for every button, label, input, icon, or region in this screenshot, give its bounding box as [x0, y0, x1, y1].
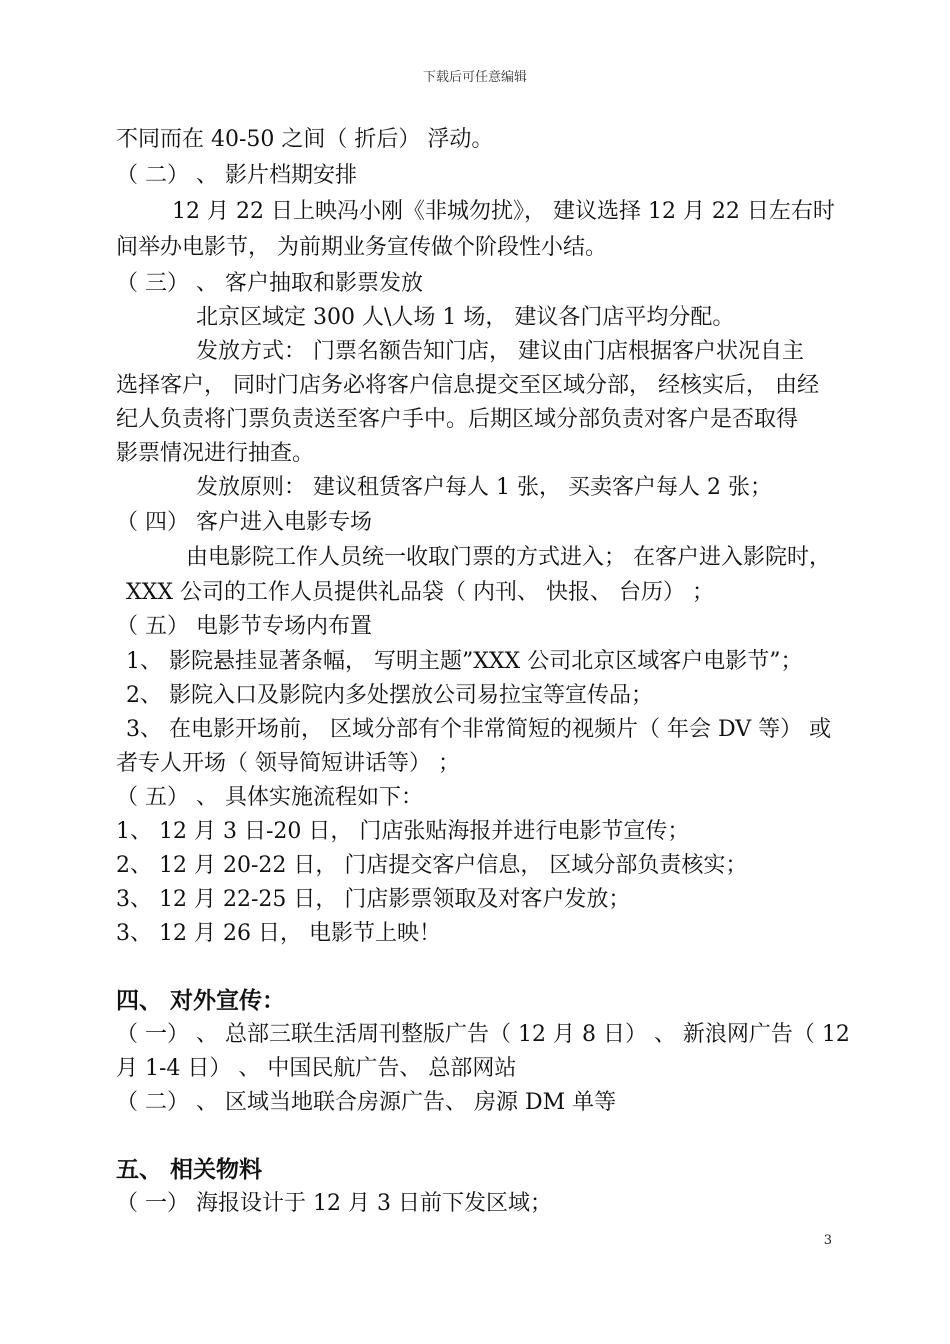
text-line: 2、 影院入口及影院内多处摆放公司易拉宝等宣传品； — [126, 683, 653, 708]
text-line: （ 五） 电影节专场内布置 — [116, 614, 372, 639]
text-line: （ 一） 海报设计于 12 月 3 日前下发区域； — [116, 1191, 552, 1216]
text-line: 发放原则： 建议租赁客户每人 1 张， 买卖客户每人 2 张； — [196, 475, 772, 500]
section-heading: 四、 对外宣传： — [116, 987, 286, 1014]
text-line: 3、 12 月 22-25 日， 门店影票领取及对客户发放； — [116, 887, 631, 912]
text-line: 者专人开场（ 领导简短讲话等） ； — [116, 751, 460, 776]
text-line: 由电影院工作人员统一收取门票的方式进入； 在客户进入影院时， — [186, 545, 831, 570]
page-number: 3 — [823, 1233, 832, 1248]
text-line: 影票情况进行抽查。 — [116, 441, 315, 466]
text-line: 月 1-4 日） 、 中国民航广告、 总部网站 — [116, 1056, 517, 1081]
text-line: 2、 12 月 20-22 日， 门店提交客户信息， 区域分部负责核实； — [116, 853, 748, 878]
text-line: 纪人负责将门票负责送至客户手中。后期区域分部负责对客户是否取得 — [116, 407, 799, 432]
text-line: 发放方式： 门票名额告知门店， 建议由门店根据客户状况自主 — [196, 339, 804, 364]
text-line: （ 二） 、 影片档期安排 — [116, 163, 357, 188]
page-header: 下载后可任意编辑 — [422, 70, 527, 85]
text-line: （ 一） 、 总部三联生活周刊整版广告（ 12 月 8 日） 、 新浪网广告（ 12 — [116, 1022, 850, 1047]
text-line: 间举办电影节， 为前期业务宣传做个阶段性小结。 — [116, 235, 607, 260]
text-line: 选择客户， 同时门店务必将客户信息提交至区域分部， 经核实后， 由经 — [116, 373, 819, 398]
text-line: （ 四） 客户进入电影专场 — [116, 510, 372, 535]
text-line: 1、 12 月 3 日-20 日， 门店张贴海报并进行电影节宣传； — [116, 819, 690, 844]
text-line: 12 月 22 日上映冯小刚《非城勿扰》， 建议选择 12 月 22 日左右时 — [172, 199, 835, 224]
text-line: 3、 12 月 26 日， 电影节上映！ — [116, 921, 441, 946]
text-line: XXX 公司的工作人员提供礼品袋（ 内刊、 快报、 台历） ； — [126, 580, 714, 605]
text-line: 北京区域定 300 人\人场 1 场， 建议各门店平均分配。 — [196, 305, 735, 330]
text-line: （ 二） 、 区域当地联合房源广告、 房源 DM 单等 — [116, 1090, 617, 1115]
text-line: （ 五） 、 具体实施流程如下： — [116, 785, 423, 810]
text-line: 3、 在电影开场前， 区域分部有个非常简短的视频片（ 年会 DV 等） 或 — [126, 717, 832, 742]
section-heading: 五、 相关物料 — [116, 1156, 263, 1183]
text-line: （ 三） 、 客户抽取和影票发放 — [116, 271, 423, 296]
text-line: 1、 影院悬挂显著条幅， 写明主题”XXX 公司北京区域客户电影节”； — [126, 649, 803, 674]
text-line: 不同而在 40-50 之间（ 折后） 浮动。 — [116, 127, 494, 152]
